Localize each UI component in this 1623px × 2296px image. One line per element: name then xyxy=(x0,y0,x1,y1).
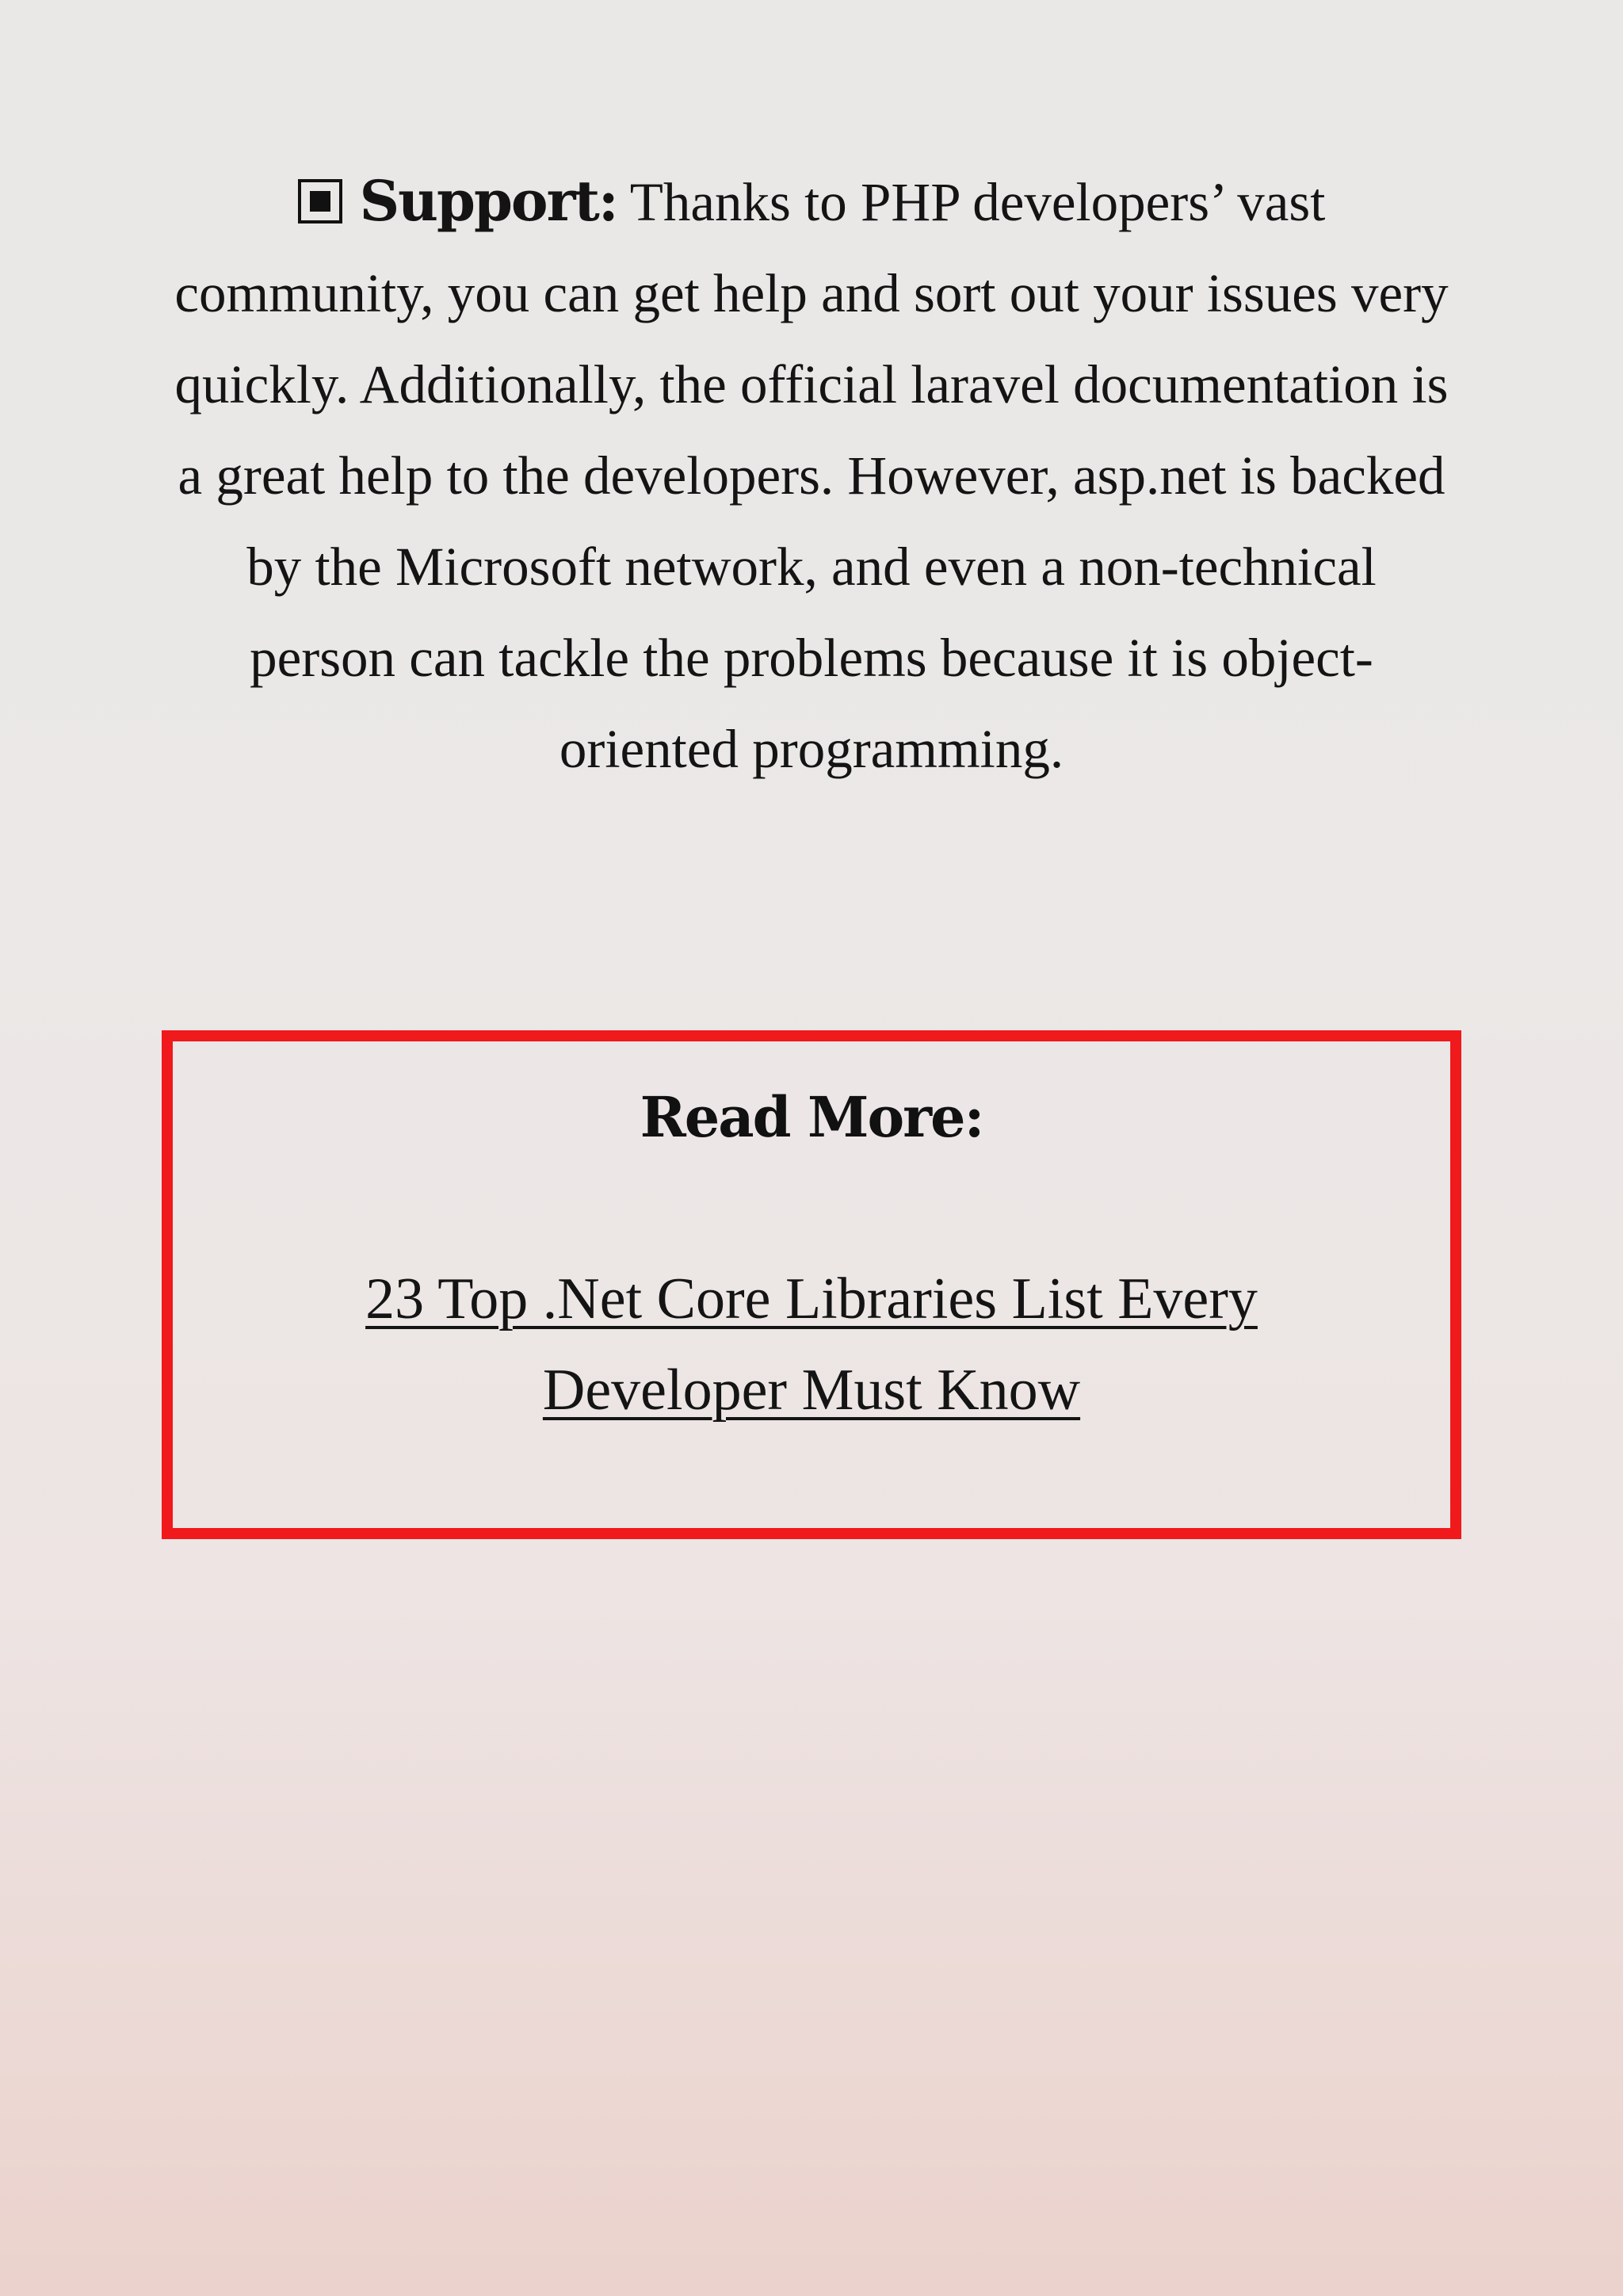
support-label: Support: xyxy=(359,168,617,234)
read-more-title: Read More: xyxy=(640,1084,983,1150)
support-text: Thanks to PHP developers’ vast community, you can get help and sort out your issues very quickly. Additionally, the official laravel documentation is a great help to the developers. However, asp.net is backed by the Microsoft network, and even a non-technical person can tackle the problems because it is object-oriented programming. xyxy=(174,172,1449,779)
read-more-link[interactable]: 23 Top .Net Core Libraries List Every Developer Must Know xyxy=(365,1266,1258,1423)
read-more-box xyxy=(162,1030,1461,1539)
square-bullet-icon xyxy=(298,179,342,223)
support-paragraph xyxy=(170,155,1453,795)
